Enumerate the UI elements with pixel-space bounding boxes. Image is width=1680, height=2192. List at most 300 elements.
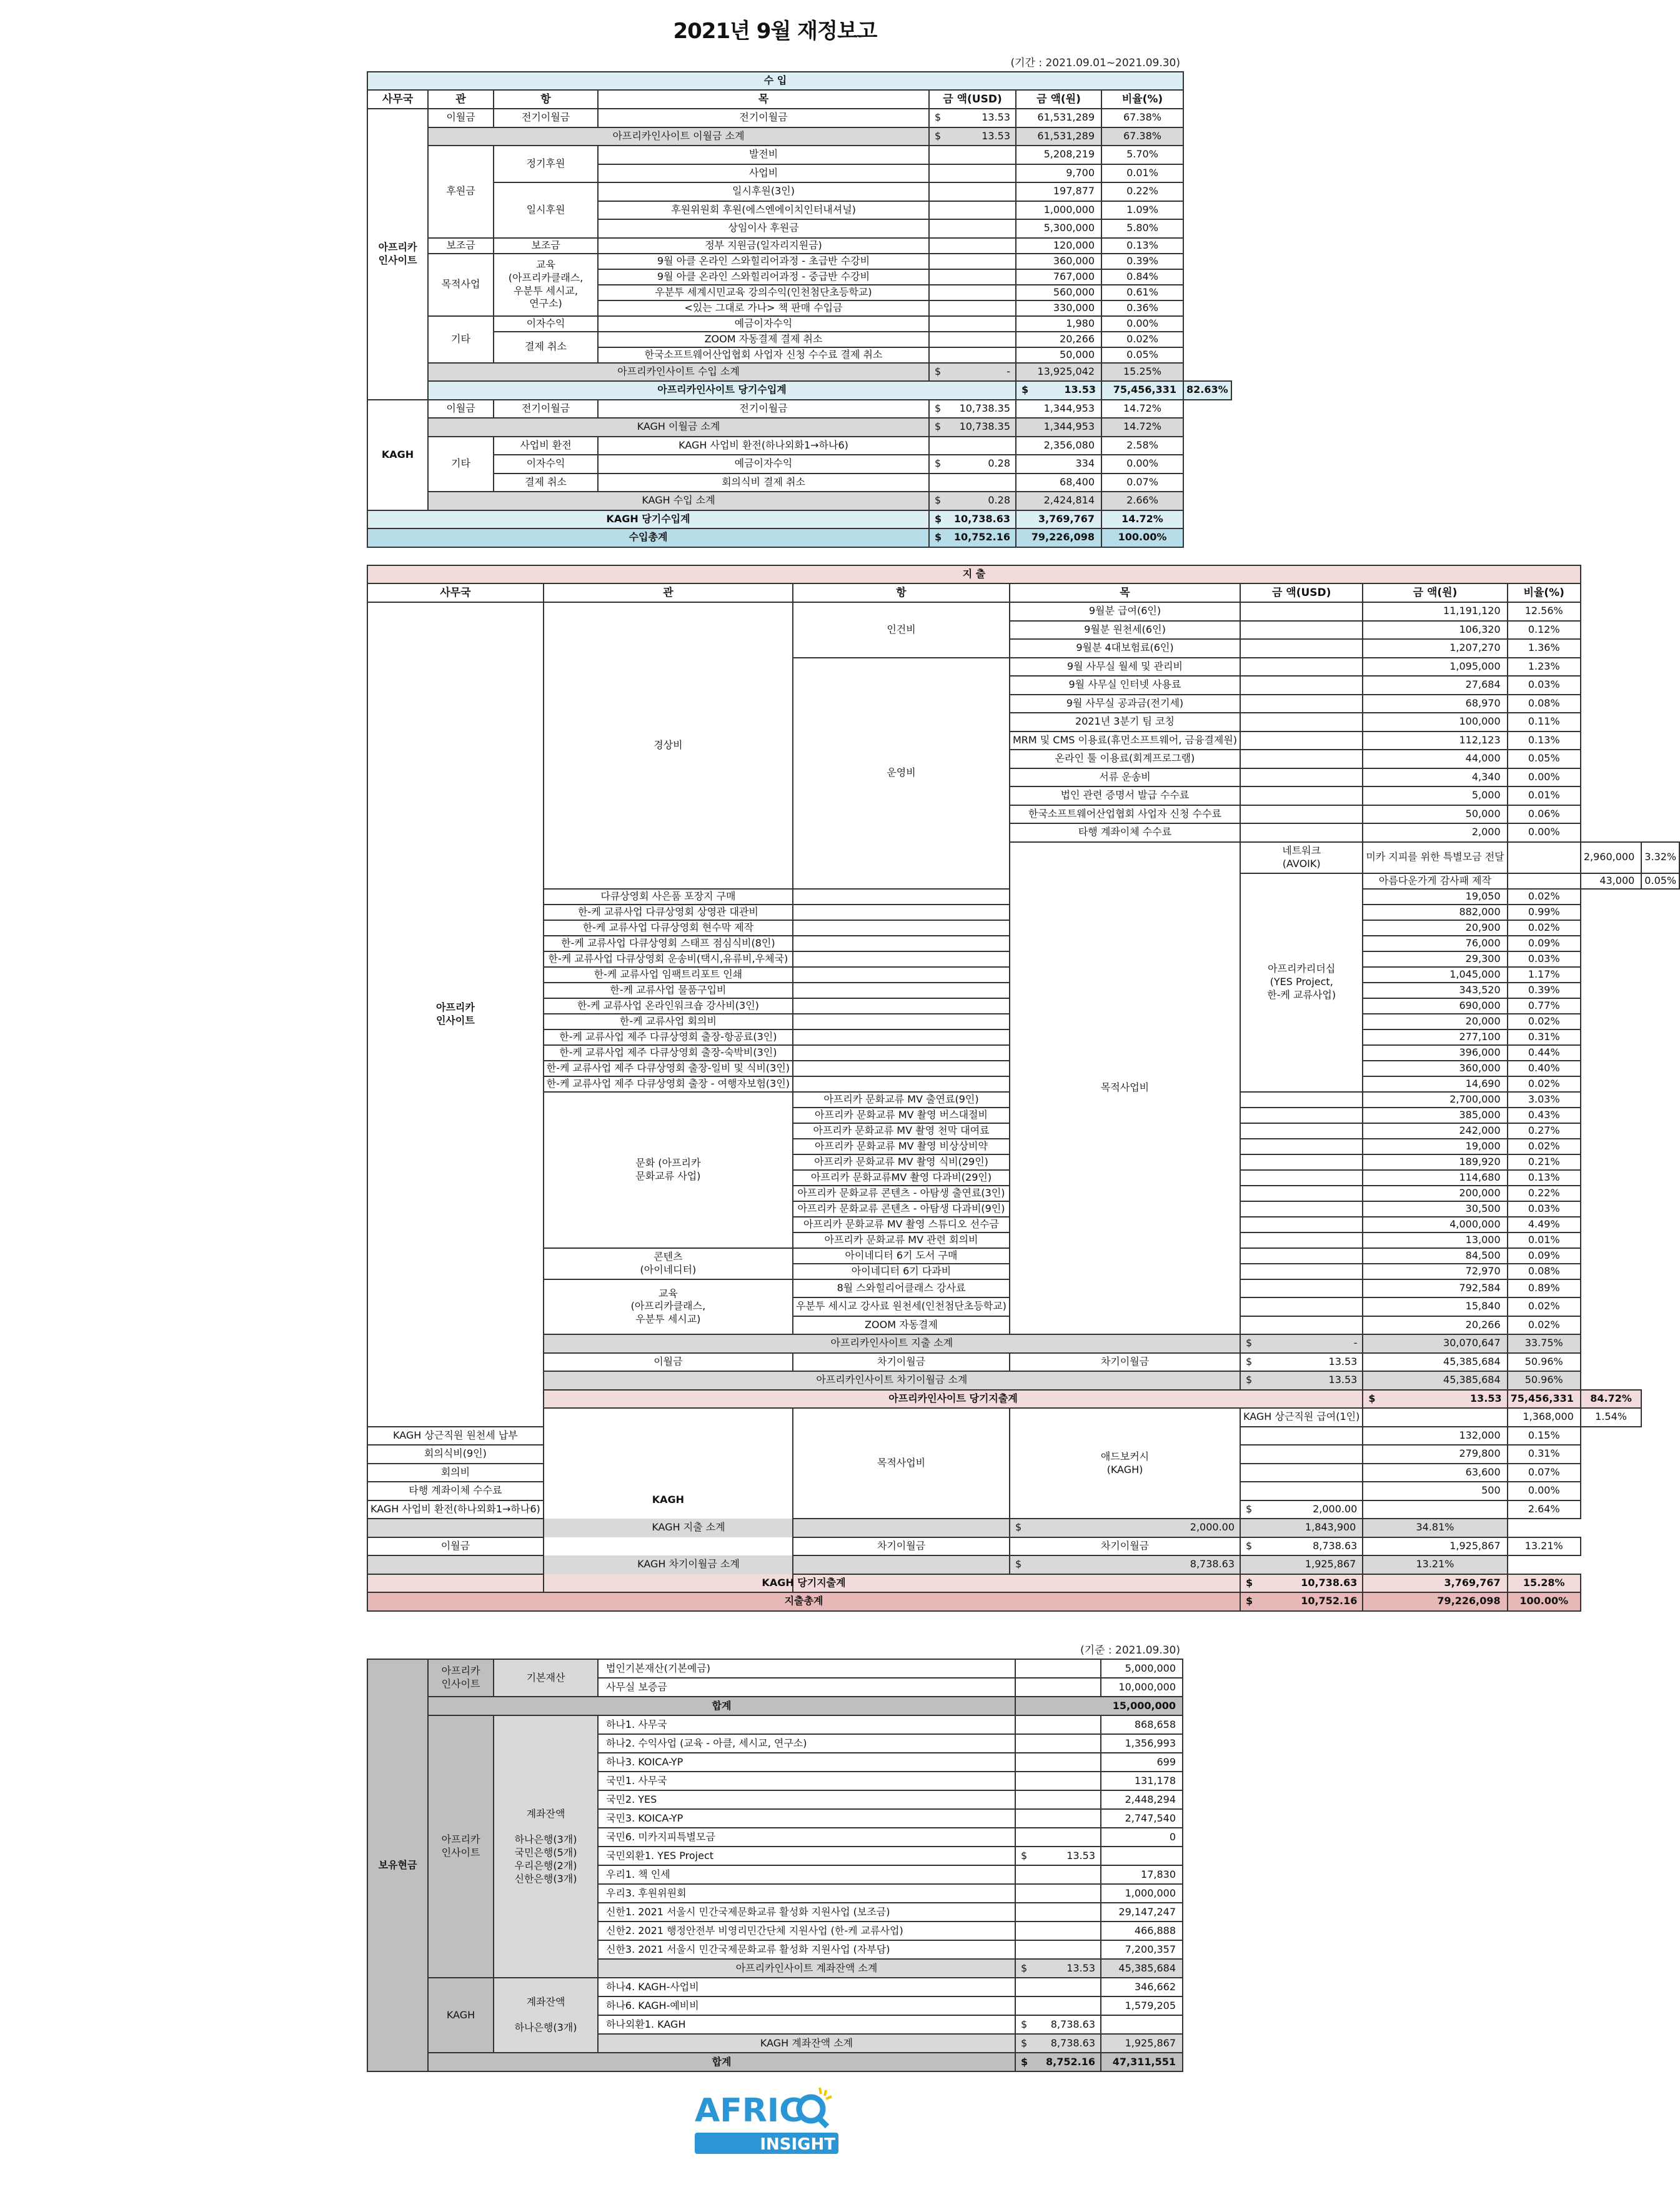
- amount-usd-cell: [793, 920, 1010, 936]
- amount-usd-cell: [1015, 1903, 1101, 1922]
- total-row: [367, 1697, 1183, 1715]
- currency-symbol: $: [1246, 1337, 1253, 1349]
- gwan-cell: 이월금: [544, 1353, 793, 1372]
- amount-won-cell: 5,000,000: [1101, 1659, 1183, 1678]
- subtotal-ratio: 14.72%: [1101, 418, 1183, 437]
- amount-won-cell: 360,000: [1016, 254, 1101, 269]
- amount-usd: 0.28: [988, 457, 1010, 470]
- table-row: [367, 146, 1231, 164]
- amount-won-cell: 2,356,080: [1016, 437, 1101, 455]
- ratio-cell: 0.09%: [1508, 936, 1581, 951]
- ratio-cell: 0.03%: [1508, 951, 1581, 967]
- currency-symbol: $: [1015, 1521, 1022, 1534]
- ratio-cell: 0.02%: [1508, 1139, 1581, 1154]
- amount-won-cell: 29,147,247: [1101, 1903, 1183, 1922]
- account-name: 하나1. 사무국: [598, 1715, 1015, 1734]
- hang-cell: 계좌잔액 하나은행(3개): [494, 1978, 598, 2053]
- hang-cell: 교육 (아프리카클래스, 우분투 세시교, 연구소): [494, 254, 598, 316]
- ratio-cell: 0.08%: [1508, 1264, 1581, 1279]
- mok-cell: 정부 지원금(일자리지원금): [598, 238, 929, 254]
- ratio-cell: 0.44%: [1508, 1045, 1581, 1061]
- amount-won-cell: 120,000: [1016, 238, 1101, 254]
- ratio-cell: 0.02%: [1508, 1316, 1581, 1335]
- subtotal-ratio: 33.75%: [1508, 1334, 1581, 1353]
- currency-symbol: $: [935, 129, 942, 142]
- mok-cell: 우분투 세시교 강사료 원천세(인천첨단초등학교): [793, 1297, 1010, 1316]
- mok-cell: 아프리카 문화교류MV 촬영 다과비(29인): [793, 1170, 1010, 1186]
- ratio-cell: 0.27%: [1508, 1123, 1581, 1139]
- amount-usd-cell: [929, 528, 1016, 547]
- amount-won-cell: 1,368,000: [1508, 1408, 1581, 1427]
- mok-cell: 9월분 급여(6인): [1010, 602, 1240, 621]
- amount-usd-cell: [929, 219, 1016, 238]
- amount-won-cell: 100,000: [1363, 713, 1507, 731]
- mok-cell: 아프리카 문화교류 MV 촬영 식비(29인): [793, 1154, 1010, 1170]
- subtotal-won: 1,925,867: [1101, 2034, 1183, 2053]
- amount-usd-cell: [1240, 1123, 1363, 1139]
- ratio-cell: 14.72%: [1101, 400, 1183, 419]
- amount-won-cell: 1,579,205: [1101, 1996, 1183, 2015]
- subtotal-row: [367, 418, 1231, 437]
- amount-usd: -: [1353, 1337, 1358, 1349]
- amount-usd-cell: [793, 1014, 1010, 1029]
- column-header: 비율(%): [1101, 90, 1183, 109]
- amount-won-cell: 385,000: [1363, 1108, 1507, 1123]
- mok-cell: KAGH 사업비 환전(하나외화1→하나6): [598, 437, 929, 455]
- currency-symbol: $: [1368, 1392, 1376, 1404]
- office-cell: KAGH: [367, 400, 428, 510]
- hang-cell: 네트워크 (AVOIK): [1240, 842, 1363, 873]
- amount-won-cell: 15,840: [1363, 1297, 1507, 1316]
- amount-won-cell: 1,925,867: [1363, 1537, 1507, 1556]
- amount-usd-cell: [929, 316, 1016, 332]
- ratio-cell: 1.23%: [1508, 658, 1581, 677]
- total-won: 47,311,551: [1101, 2053, 1183, 2071]
- amount-won-cell: 330,000: [1016, 300, 1101, 316]
- amount-usd-cell: [929, 347, 1016, 363]
- amount-won-cell: 106,320: [1363, 621, 1507, 640]
- amount-usd-cell: [793, 951, 1010, 967]
- total-label: 수입총계: [367, 528, 929, 547]
- amount-usd-cell: [929, 418, 1016, 437]
- mok-cell: 아프리카 문화교류 MV 촬영 스튜디오 선수금: [793, 1217, 1010, 1232]
- ratio-cell: 0.13%: [1508, 1170, 1581, 1186]
- ratio-cell: 1.17%: [1508, 967, 1581, 983]
- table-row: [367, 1978, 1183, 1996]
- amount-usd-cell: [1240, 1264, 1363, 1279]
- total-ratio: 14.72%: [1101, 510, 1183, 529]
- amount-usd-cell: [1015, 1715, 1101, 1734]
- amount-won-cell: 68,970: [1363, 695, 1507, 713]
- amount-usd-cell: [1240, 1279, 1363, 1298]
- amount-won-cell: 1,356,993: [1101, 1734, 1183, 1753]
- ratio-cell: 5.70%: [1101, 146, 1183, 164]
- column-header: 목: [1010, 583, 1240, 602]
- amount-usd-cell: [1508, 873, 1581, 889]
- total-row: [367, 381, 1231, 400]
- gwan-cell: 목적사업비: [793, 1408, 1010, 1519]
- table-row: [367, 474, 1231, 492]
- amount-usd-cell: [1240, 1217, 1363, 1232]
- amount-usd-cell: [793, 983, 1010, 998]
- ratio-cell: 3.32%: [1641, 842, 1679, 873]
- table-row: [367, 400, 1231, 419]
- account-name: 신한1. 2021 서울시 민간국제문화교류 활성화 지원사업 (보조금): [598, 1903, 1015, 1922]
- mok-cell: 사업비: [598, 164, 929, 183]
- table-row: [367, 1715, 1183, 1734]
- ratio-cell: 0.31%: [1508, 1029, 1581, 1045]
- ratio-cell: 0.39%: [1508, 983, 1581, 998]
- mok-cell: 발전비: [598, 146, 929, 164]
- amount-usd-cell: [1240, 1108, 1363, 1123]
- subtotal-ratio: 15.25%: [1101, 363, 1183, 382]
- ratio-cell: 4.49%: [1508, 1217, 1581, 1232]
- amount-usd-cell: [1240, 658, 1363, 677]
- amount-usd: -: [1007, 365, 1010, 377]
- amount-won-cell: 50,000: [1363, 805, 1507, 824]
- amount-won-cell: 132,000: [1363, 1427, 1507, 1446]
- ratio-cell: 0.43%: [1508, 1108, 1581, 1123]
- mok-cell: <있는 그대로 가나> 책 판매 수입금: [598, 300, 929, 316]
- mok-cell: 전기이월금: [598, 400, 929, 419]
- amount-usd-cell: [1363, 1390, 1507, 1409]
- account-name: 법인기본재산(기본예금): [598, 1659, 1015, 1678]
- mok-cell: 예금이자수익: [598, 455, 929, 474]
- mok-cell: 타행 계좌이체 수수료: [1010, 823, 1240, 842]
- currency-symbol: $: [1021, 1849, 1028, 1862]
- mok-cell: 온라인 툴 이용료(회계프로그램): [1010, 750, 1240, 768]
- currency-symbol: $: [935, 531, 942, 543]
- amount-usd: 0.28: [988, 494, 1010, 507]
- amount-usd-cell: [1240, 1334, 1363, 1353]
- subtotal-row: [367, 1371, 1679, 1390]
- amount-usd-cell: [929, 363, 1016, 382]
- amount-usd-cell: [793, 1076, 1010, 1092]
- subtotal-ratio: 50.96%: [1508, 1371, 1581, 1390]
- ratio-cell: 0.00%: [1508, 823, 1581, 842]
- amount-usd-cell: [793, 1029, 1010, 1045]
- amount-won-cell: 360,000: [1363, 1061, 1507, 1076]
- holdings-category: 보유현금: [367, 1659, 428, 2071]
- amount-won-cell: 1,980: [1016, 316, 1101, 332]
- mok-cell: 한-케 교류사업 다큐상영회 현수막 제작: [544, 920, 793, 936]
- amount-won-cell: 197,877: [1016, 182, 1101, 201]
- hang-cell: 전기이월금: [494, 400, 598, 419]
- amount-usd-cell: [1240, 1297, 1363, 1316]
- currency-symbol: $: [935, 402, 942, 414]
- subtotal-label: 아프리카인사이트 지출 소계: [544, 1334, 1240, 1353]
- ratio-cell: 0.03%: [1508, 676, 1581, 695]
- amount-won-cell: 112,123: [1363, 731, 1507, 750]
- hang-cell: 콘텐츠 (아이네디터): [544, 1248, 793, 1279]
- column-header: 사무국: [367, 90, 428, 109]
- table-row: [367, 1659, 1183, 1678]
- ratio-cell: 0.02%: [1508, 1076, 1581, 1092]
- page-title: 2021년 9월 재정보고: [673, 19, 877, 44]
- mok-cell: 아프리카 문화교류 MV 출연료(9인): [793, 1092, 1010, 1108]
- amount-won-cell: 868,658: [1101, 1715, 1183, 1734]
- mok-cell: 전기이월금: [598, 109, 929, 127]
- ratio-cell: 0.02%: [1101, 332, 1183, 347]
- amount-usd: 10,752.16: [953, 531, 1010, 543]
- ratio-cell: 0.39%: [1101, 254, 1183, 269]
- amount-won-cell: 50,000: [1016, 347, 1101, 363]
- currency-symbol: $: [1021, 384, 1029, 396]
- subtotal-label: 아프리카인사이트 이월금 소계: [428, 127, 929, 146]
- ratio-cell: 67.38%: [1101, 109, 1183, 127]
- amount-usd-cell: [1240, 1170, 1363, 1186]
- total-won: 3,769,767: [1016, 510, 1101, 529]
- grand-total-row: [367, 2053, 1183, 2071]
- mok-cell: 법인 관련 증명서 발급 수수료: [1010, 786, 1240, 805]
- ratio-cell: 2.58%: [1101, 437, 1183, 455]
- amount-won-cell: 792,584: [1363, 1279, 1507, 1298]
- amount-won-cell: 1,045,000: [1363, 967, 1507, 983]
- mok-cell: ZOOM 자동결제 결제 취소: [598, 332, 929, 347]
- currency-symbol: $: [1021, 2018, 1028, 2030]
- amount-usd: 13.53: [1328, 1374, 1358, 1386]
- table-row: [367, 602, 1679, 621]
- ratio-cell: 0.02%: [1508, 889, 1581, 905]
- amount-usd-cell: [1015, 1828, 1101, 1847]
- amount-won-cell: 27,684: [1363, 676, 1507, 695]
- ratio-cell: 1.36%: [1508, 639, 1581, 658]
- mok-cell: 9월 아클 온라인 스와힐리어과정 - 초급반 수강비: [598, 254, 929, 269]
- mok-cell: ZOOM 자동결제: [793, 1316, 1010, 1335]
- total-won: 79,226,098: [1016, 528, 1101, 547]
- hang-cell: 전기이월금: [494, 109, 598, 127]
- amount-usd-cell: [929, 254, 1016, 269]
- office-cell: KAGH: [428, 1978, 494, 2053]
- total-won: 79,226,098: [1363, 1592, 1507, 1611]
- mok-cell: 아프리카 문화교류 MV 관련 회의비: [793, 1232, 1010, 1248]
- amount-won-cell: 114,680: [1363, 1170, 1507, 1186]
- amount-won-cell: 699: [1101, 1753, 1183, 1772]
- amount-usd: 10,738.35: [959, 402, 1010, 414]
- currency-symbol: $: [935, 365, 942, 377]
- amount-usd: 10,738.63: [953, 512, 1010, 525]
- currency-symbol: $: [1246, 1355, 1253, 1367]
- amount-usd-cell: [929, 510, 1016, 529]
- currency-symbol: $: [935, 111, 942, 124]
- hang-cell: 문화 (아프리카 문화교류 사업): [544, 1092, 793, 1248]
- office-cell: KAGH: [544, 1408, 793, 1592]
- ratio-cell: 0.00%: [1508, 768, 1581, 787]
- amount-won-cell: 131,178: [1101, 1772, 1183, 1790]
- mok-cell: 우분투 세계시민교육 강의수익(인천첨단초등학교): [598, 285, 929, 300]
- mok-cell: 9월 사무실 인터넷 사용료: [1010, 676, 1240, 695]
- mok-cell: 한-케 교류사업 임팩트리포트 인쇄: [544, 967, 793, 983]
- amount-usd: 8,738.63: [1050, 2018, 1095, 2030]
- account-name: 하나4. KAGH-사업비: [598, 1978, 1015, 1996]
- hang-cell: 기본재산: [494, 1659, 598, 1697]
- total-row: [367, 510, 1231, 529]
- gwan-cell: 보조금: [428, 238, 494, 254]
- amount-usd: 8,738.63: [1190, 1558, 1235, 1570]
- ratio-cell: 13.21%: [1508, 1537, 1581, 1556]
- amount-usd: 2,000.00: [1190, 1521, 1235, 1534]
- amount-usd-cell: [1015, 1978, 1101, 1996]
- amount-usd-cell: [1016, 381, 1101, 400]
- account-name: 국민1. 사무국: [598, 1772, 1015, 1790]
- currency-symbol: $: [1246, 1595, 1253, 1607]
- amount-usd-cell: [929, 285, 1016, 300]
- section-title: 수 입: [367, 72, 1183, 90]
- subtotal-row: [367, 492, 1231, 510]
- amount-won-cell: 1,207,270: [1363, 639, 1507, 658]
- ratio-cell: 0.61%: [1101, 285, 1183, 300]
- ratio-cell: 0.31%: [1508, 1445, 1581, 1464]
- amount-won-cell: 7,200,357: [1101, 1940, 1183, 1959]
- income-table: [367, 71, 1232, 548]
- amount-usd: 13.53: [1064, 384, 1096, 396]
- total-row: [367, 1390, 1679, 1409]
- amount-usd-cell: [1240, 1139, 1363, 1154]
- subtotal-won: 30,070,647: [1363, 1334, 1507, 1353]
- total-label: KAGH 당기지출계: [367, 1574, 1240, 1593]
- amount-usd-cell: [929, 437, 1016, 455]
- amount-usd-cell: [1240, 1316, 1363, 1335]
- hang-cell: 운영비: [793, 658, 1010, 889]
- table-row: [367, 1408, 1679, 1427]
- column-header: 항: [494, 90, 598, 109]
- holdings-basis-date: (기준 : 2021.09.30): [1080, 1644, 1180, 1657]
- amount-usd-cell: [793, 998, 1010, 1014]
- amount-usd: 13.53: [982, 129, 1010, 142]
- amount-usd-cell: [793, 889, 1010, 905]
- mok-cell: 회의식비 결제 취소: [598, 474, 929, 492]
- amount-usd-cell: [1240, 823, 1363, 842]
- subtotal-won: 1,925,867: [1240, 1555, 1363, 1574]
- mok-cell: 9월 사무실 공과금(전기세): [1010, 695, 1240, 713]
- ratio-cell: 0.77%: [1508, 998, 1581, 1014]
- amount-usd-cell: [929, 109, 1016, 127]
- account-name: 사무실 보증금: [598, 1678, 1015, 1697]
- ratio-cell: 0.02%: [1508, 1014, 1581, 1029]
- account-name: 우리1. 책 인세: [598, 1865, 1015, 1884]
- account-name: 우리3. 후원위원회: [598, 1884, 1015, 1903]
- amount-won-cell: 334: [1016, 455, 1101, 474]
- ratio-cell: 1.09%: [1101, 201, 1183, 220]
- amount-usd-cell: [1240, 1353, 1363, 1372]
- hang-cell: 차기이월금: [793, 1537, 1010, 1556]
- amount-won-cell: 200,000: [1363, 1186, 1507, 1201]
- column-header: 관: [544, 583, 793, 602]
- amount-won-cell: 277,100: [1363, 1029, 1507, 1045]
- amount-usd-cell: [1240, 1500, 1363, 1519]
- amount-usd-cell: [1240, 1445, 1363, 1464]
- amount-usd-cell: [793, 936, 1010, 951]
- amount-usd-cell: [1240, 1371, 1363, 1390]
- amount-won-cell: 396,000: [1363, 1045, 1507, 1061]
- currency-symbol: $: [1246, 1502, 1253, 1515]
- mok-cell: 회의식비(9인): [367, 1445, 544, 1464]
- account-name: 하나3. KOICA-YP: [598, 1753, 1015, 1772]
- mok-cell: KAGH 상근직원 급여(1인): [1240, 1408, 1363, 1427]
- amount-won-cell: 84,500: [1363, 1248, 1507, 1264]
- amount-usd-cell: [1015, 1659, 1101, 1678]
- ratio-cell: 0.01%: [1508, 1232, 1581, 1248]
- amount-won-cell: 560,000: [1016, 285, 1101, 300]
- amount-won-cell: 343,520: [1363, 983, 1507, 998]
- amount-usd-cell: [1240, 731, 1363, 750]
- amount-won-cell: 5,000: [1363, 786, 1507, 805]
- mok-cell: 차기이월금: [1010, 1537, 1240, 1556]
- expense-table: [367, 565, 1680, 1612]
- amount-won-cell: 242,000: [1363, 1123, 1507, 1139]
- amount-usd-cell: [929, 127, 1016, 146]
- mok-cell: 미카 지피를 위한 특별모금 전달: [1363, 842, 1507, 873]
- amount-won-cell: 767,000: [1016, 269, 1101, 285]
- ratio-cell: 3.03%: [1508, 1092, 1581, 1108]
- account-name: 신한2. 2021 행정안전부 비영리민간단체 지원사업 (한-케 교류사업): [598, 1922, 1015, 1940]
- total-won: 75,456,331: [1101, 381, 1183, 400]
- amount-usd: 13.53: [1328, 1355, 1358, 1367]
- mok-cell: 아프리카 문화교류 콘텐츠 - 아탐생 출연료(3인): [793, 1186, 1010, 1201]
- subtotal-ratio: 34.81%: [1363, 1519, 1507, 1537]
- amount-usd-cell: [1015, 1996, 1101, 2015]
- ratio-cell: 0.06%: [1508, 805, 1581, 824]
- amount-won-cell: 1,000,000: [1016, 201, 1101, 220]
- column-header: 금 액(USD): [1240, 583, 1363, 602]
- amount-usd: 13.53: [1066, 1849, 1095, 1862]
- amount-usd-cell: [1015, 2015, 1101, 2034]
- mok-cell: 아이네디터 6기 다과비: [793, 1264, 1010, 1279]
- ratio-cell: 0.11%: [1508, 713, 1581, 731]
- amount-usd-cell: [929, 492, 1016, 510]
- mok-cell: 한-케 교류사업 회의비: [544, 1014, 793, 1029]
- mok-cell: 한-케 교류사업 제주 다큐상영회 출장-숙박비(3인): [544, 1045, 793, 1061]
- mok-cell: KAGH 상근직원 원천세 납부: [367, 1427, 544, 1446]
- table-row: [367, 332, 1231, 347]
- hang-cell: 차기이월금: [793, 1353, 1010, 1372]
- table-row: [367, 238, 1231, 254]
- amount-usd-cell: [1015, 1734, 1101, 1753]
- subtotal-label: 아프리카인사이트 차기이월금 소계: [544, 1371, 1240, 1390]
- currency-symbol: $: [1015, 1558, 1022, 1570]
- logo-word: AFRIC: [695, 2092, 803, 2130]
- mok-cell: 한-케 교류사업 물품구입비: [544, 983, 793, 998]
- mok-cell: 후원위원회 후원(에스엔에이치인터내셔널): [598, 201, 929, 220]
- subtotal-row: [367, 1334, 1679, 1353]
- amount-won-cell: 72,970: [1363, 1264, 1507, 1279]
- subtotal-row: [367, 1519, 1679, 1537]
- subtotal-label: KAGH 수입 소계: [428, 492, 929, 510]
- ratio-cell: 0.01%: [1508, 786, 1581, 805]
- subtotal-row: [367, 363, 1231, 382]
- currency-symbol: $: [935, 494, 942, 507]
- amount-usd-cell: [1240, 1232, 1363, 1248]
- subtotal-ratio: 2.66%: [1101, 492, 1183, 510]
- hang-cell: 아프리카리더십 (YES Project, 한-케 교류사업): [1240, 873, 1363, 1092]
- table-row: [367, 437, 1231, 455]
- amount-usd-cell: [1240, 1186, 1363, 1201]
- total-label: 합계: [428, 2053, 1015, 2071]
- section-title: 지 출: [367, 565, 1581, 583]
- amount-usd-cell: [929, 455, 1016, 474]
- mok-cell: 아프리카 문화교류 MV 촬영 버스대절비: [793, 1108, 1010, 1123]
- amount-won-cell: 14,690: [1363, 1076, 1507, 1092]
- currency-symbol: $: [1021, 1961, 1028, 1974]
- mok-cell: 9월분 원천세(6인): [1010, 621, 1240, 640]
- amount-won-cell: 30,500: [1363, 1201, 1507, 1217]
- amount-usd-cell: [1240, 1592, 1363, 1611]
- amount-usd-cell: [929, 146, 1016, 164]
- total-won: 75,456,331: [1508, 1390, 1581, 1409]
- ratio-cell: 0.08%: [1508, 695, 1581, 713]
- gwan-cell: 목적사업비: [1010, 842, 1240, 1335]
- amount-usd-cell: [1010, 1519, 1240, 1537]
